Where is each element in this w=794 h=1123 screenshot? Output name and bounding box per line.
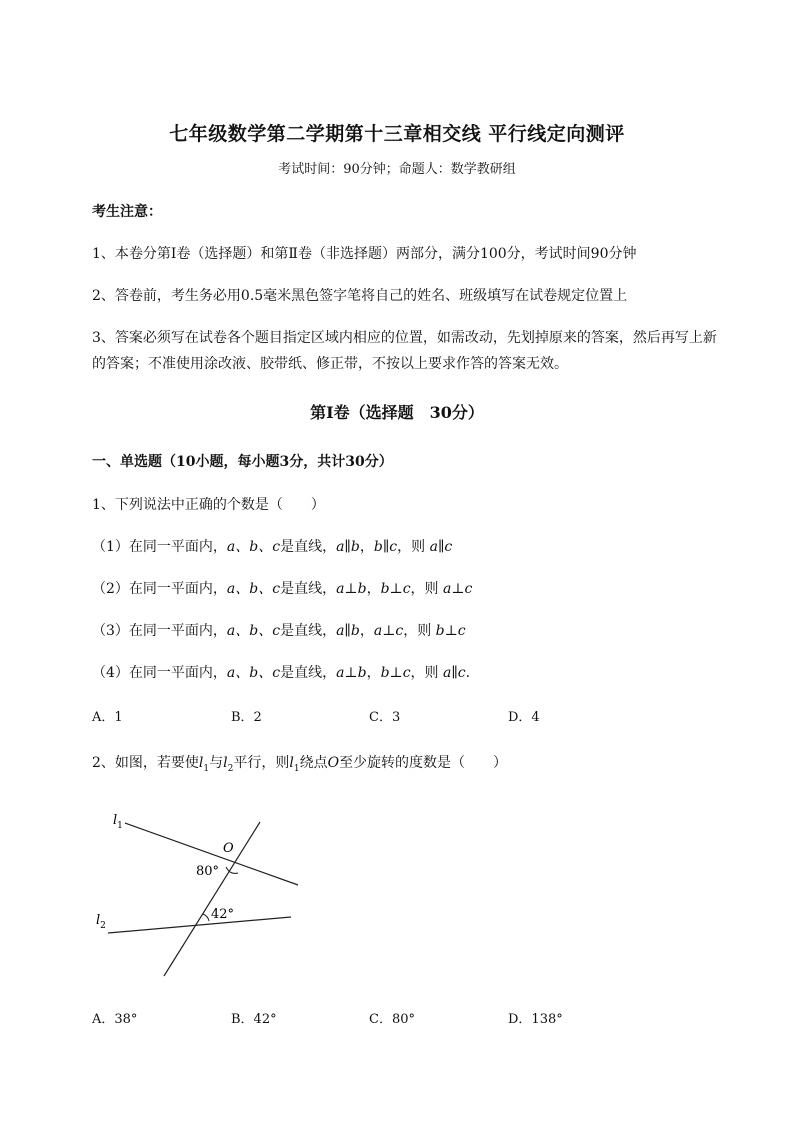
question-2-stem: 2、如图，若要使$l_1$与$l_2$平行，则$l_1$绕点O至少旋转的度数是（ ） bbox=[92, 755, 508, 774]
label-l2: $l_2$ bbox=[96, 913, 106, 931]
q2-option-c: C．80° bbox=[369, 1012, 415, 1027]
q1-option-d: D．4 bbox=[508, 710, 540, 725]
q2-option-a: A．38° bbox=[92, 1012, 138, 1027]
statement-1: （1）在同一平面内，a、b、c是直线，a∥b，b∥c，则 a∥c bbox=[92, 539, 453, 555]
angle-label-42: 42° bbox=[211, 907, 235, 922]
q1-option-c: C．3 bbox=[369, 710, 401, 725]
part-heading: 一、单选题（10小题，每小题3分，共计30分） bbox=[92, 454, 393, 470]
exam-info: 考试时间：90分钟；命题人：数学教研组 bbox=[278, 162, 516, 177]
q2-option-b: B．42° bbox=[231, 1012, 277, 1027]
q2-option-d: D．138° bbox=[508, 1012, 563, 1027]
transversal-line bbox=[164, 822, 260, 976]
notice-item-3-cont: 的答案；不准使用涂改液、胶带纸、修正带，不按以上要求作答的答案无效。 bbox=[92, 356, 568, 372]
label-point-o: O bbox=[223, 841, 234, 856]
q1-option-b: B．2 bbox=[231, 710, 262, 725]
question-1-stem: 1、下列说法中正确的个数是（ ） bbox=[92, 497, 325, 513]
statement-3: （3）在同一平面内，a、b、c是直线，a∥b，a⊥c，则 b⊥c bbox=[92, 623, 466, 639]
statement-4: （4）在同一平面内，a、b、c是直线，a⊥b，b⊥c，则 a∥c. bbox=[92, 665, 471, 681]
statement-2: （2）在同一平面内，a、b、c是直线，a⊥b，b⊥c，则 a⊥c bbox=[92, 581, 473, 597]
notice-item-3: 3、答案必须写在试卷各个题目指定区域内相应的位置，如需改动，先划掉原来的答案，然后再写上新 bbox=[92, 330, 717, 346]
geometry-figure bbox=[80, 800, 320, 990]
angle-arc-42 bbox=[203, 914, 209, 921]
notice-item-1: 1、本卷分第I卷（选择题）和第Ⅱ卷（非选择题）两部分，满分100分，考试时间90分钟 bbox=[92, 246, 637, 262]
page-title: 七年级数学第二学期第十三章相交线 平行线定向测评 bbox=[169, 123, 625, 145]
notice-heading: 考生注意： bbox=[92, 204, 162, 220]
label-l1: $l_1$ bbox=[113, 813, 123, 831]
angle-label-80: 80° bbox=[196, 864, 220, 879]
q1-option-a: A．1 bbox=[92, 710, 123, 725]
section-title: 第I卷（选择题 30分） bbox=[310, 403, 484, 422]
notice-item-2: 2、答卷前，考生务必用0.5毫米黑色签字笔将自己的姓名、班级填写在试卷规定位置上 bbox=[92, 288, 628, 304]
